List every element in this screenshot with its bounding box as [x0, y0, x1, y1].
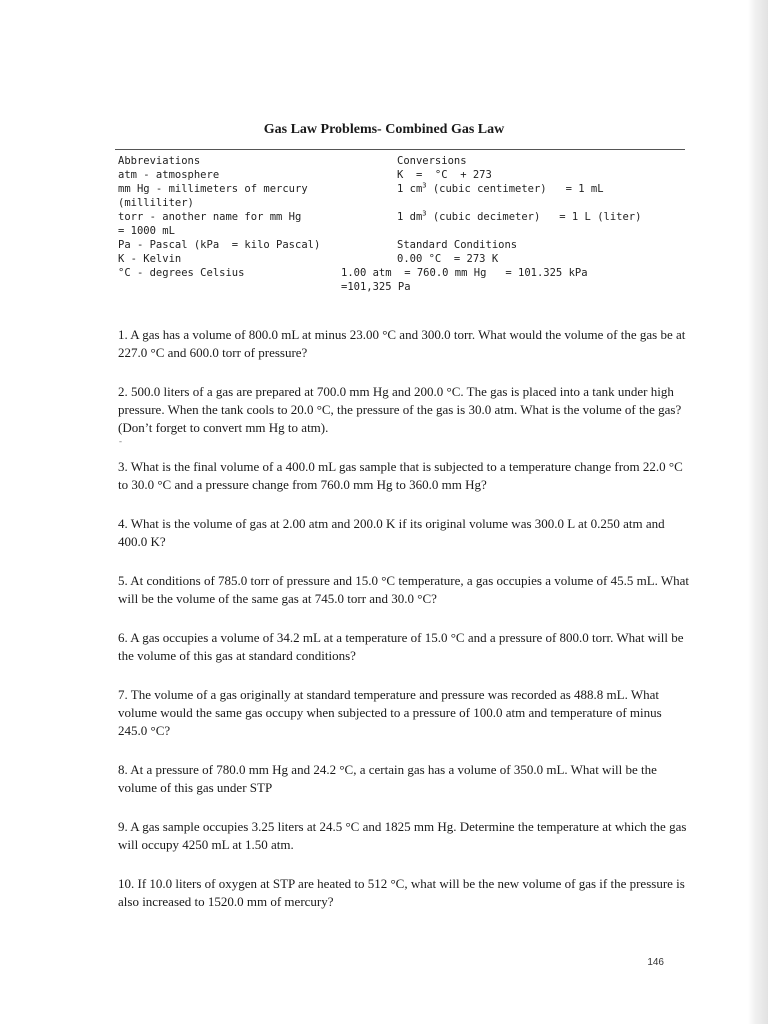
abbr-celsius: °C - degrees Celsius — [118, 267, 245, 279]
page-number: 146 — [647, 957, 664, 968]
problem-3: 3. What is the final volume of a 400.0 mL gas sample that is subjected to a temperature change from 22.0 °C to 30.0 °C and a pressure change from 760.0 mm Hg to 360.0 mm Hg? — [118, 459, 683, 492]
scan-page-edge — [748, 0, 768, 1024]
scan-speck: - — [119, 436, 122, 446]
problem-7: 7. The volume of a gas originally at standard temperature and pressure was recorded as 488.8 mL. What volume would the same gas occupy when subjected to a pressure of 100.0 atm and temperature of minus 245.0 °C? — [118, 687, 662, 738]
std-pressure: 1.00 atm = 760.0 mm Hg = 101.325 kPa — [341, 267, 588, 279]
page-title: Gas Law Problems- Combined Gas Law — [263, 122, 505, 137]
conv-kelvin: K = °C + 273 — [397, 169, 492, 181]
abbr-pascal: Pa - Pascal (kPa = kilo Pascal) — [118, 239, 321, 251]
conv-cubic-decimeter: 1 $dm^3$ (cubic decimeter) = 1 L (liter) — [397, 209, 642, 223]
title-divider — [115, 149, 685, 150]
problem-5: 5. At conditions of 785.0 torr of pressure and 15.0 °C temperature, a gas occupies a volume of 45.5 mL. What will be the volume of the same gas at 745.0 torr and 30.0 °C? — [118, 573, 690, 606]
problem-8: 8. At a pressure of 780.0 mm Hg and 24.2 °C, a certain gas has a volume of 350.0 mL. What will be the volume of this gas under STP — [118, 762, 657, 795]
conv-cubic-centimeter: 1 $cm^3$ (cubic centimeter) = 1 mL — [397, 181, 604, 195]
abbr-atm: atm - atmosphere — [118, 169, 220, 181]
abbreviations-heading: Abbreviations — [118, 155, 201, 167]
std-pascal: =101,325 Pa — [341, 281, 411, 293]
problem-list — [118, 326, 690, 911]
abbr-kelvin: K - Kelvin — [118, 253, 182, 265]
problem-9: 9. A gas sample occupies 3.25 liters at 24.5 °C and 1825 mm Hg. Determine the temperature at which the gas will occupy 4250 mL at 1.50 atm. — [118, 819, 687, 852]
problem-6: 6. A gas occupies a volume of 34.2 mL at a temperature of 15.0 °C and a pressure of 800.0 torr. What will be the volume of this gas at standard conditions? — [118, 630, 684, 663]
problem-1: 1. A gas has a volume of 800.0 mL at minus 23.00 °C and 300.0 torr. What would the volume of the gas be at 227.0 °C and 600.0 torr of pressure? — [118, 327, 686, 360]
abbr-ml-eq: = 1000 mL — [118, 225, 175, 237]
standard-conditions-heading: Standard Conditions — [397, 239, 518, 251]
problem-10: 10. If 10.0 liters of oxygen at STP are heated to 512 °C, what will be the new volume of gas if the pressure is also increased to 1520.0 mm of mercury? — [118, 876, 685, 909]
std-temperature: 0.00 °C = 273 K — [397, 253, 499, 265]
abbr-mmhg: mm Hg - millimeters of mercury — [118, 183, 308, 195]
abbr-torr: torr - another name for mm Hg — [118, 211, 302, 223]
problem-4: 4. What is the volume of gas at 2.00 atm and 200.0 K if its original volume was 300.0 L at 0.250 atm and 400.0 K? — [118, 516, 665, 549]
conversions-heading: Conversions — [397, 155, 467, 167]
problem-2: 2. 500.0 liters of a gas are prepared at 700.0 mm Hg and 200.0 °C. The gas is placed into a tank under high pressure. When the tank cools to 20.0 °C, the pressure of the gas is 30.0 atm. What is the volume of the gas? (Don’t forget to convert mm Hg to atm). — [118, 384, 682, 435]
abbr-milliliter: (milliliter) — [118, 197, 194, 209]
